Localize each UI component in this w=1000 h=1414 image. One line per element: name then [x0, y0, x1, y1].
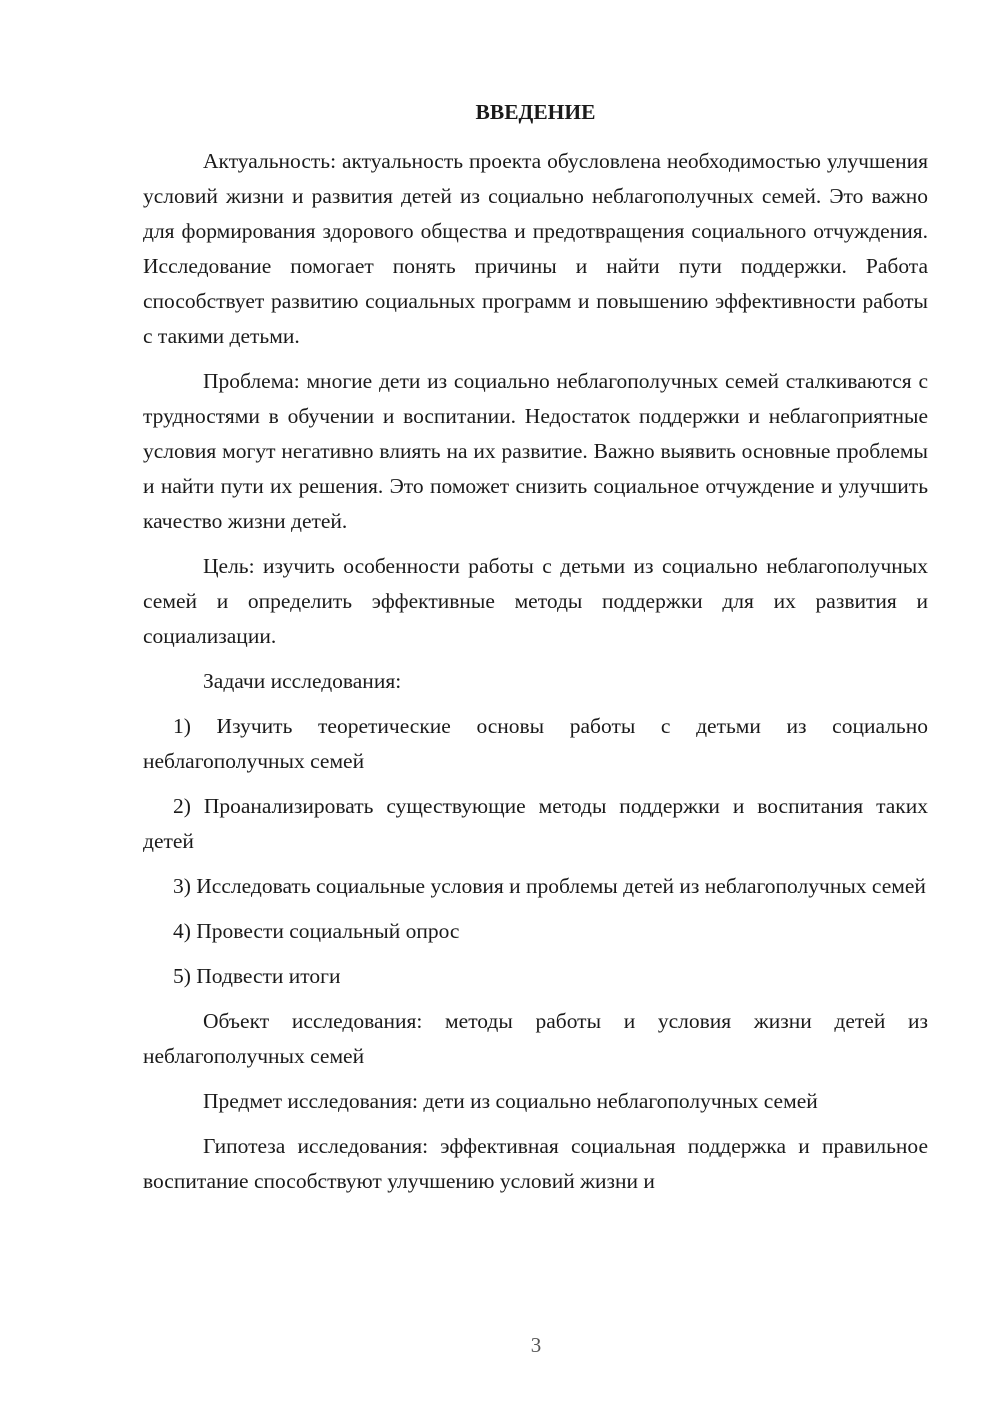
task-item: 5) Подвести итоги	[173, 964, 341, 988]
task-item: 4) Провести социальный опрос	[173, 919, 460, 943]
relevance-paragraph: Актуальность: актуальность проекта обусловлена необходимостью улучшения условий жизни и развития детей из социально неблагополучных семей. Это важно для формирования здорового общества и предотвращения социального отчуждения. Исследование помогает понять причины и найти пути поддержки. Работа способствует развитию социальных программ и повышению эффективности работы с такими детьми.	[143, 149, 928, 348]
goal-paragraph: Цель: изучить особенности работы с детьми из социально неблагополучных семей и определить эффективные методы поддержки для их развития и социализации.	[143, 554, 928, 648]
page-number: 3	[530, 1333, 542, 1357]
page-content	[143, 95, 928, 1209]
subject-paragraph: Предмет исследования: дети из социально неблагополучных семей	[203, 1089, 818, 1113]
hypothesis-paragraph: Гипотеза исследования: эффективная социальная поддержка и правильное воспитание способствуют улучшению условий жизни и	[143, 1134, 928, 1193]
problem-paragraph: Проблема: многие дети из социально неблагополучных семей сталкиваются с трудностями в обучении и воспитании. Недостаток поддержки и неблагоприятные условия могут негативно влиять на их развитие. Важно выявить основные проблемы и найти пути их решения. Это поможет снизить социальное отчуждение и улучшить качество жизни детей.	[143, 369, 928, 533]
task-item: 1) Изучить теоретические основы работы с детьми из социально неблагополучных семей	[143, 714, 928, 773]
page-title: ВВЕДЕНИЕ	[475, 100, 596, 124]
tasks-heading: Задачи исследования:	[203, 669, 402, 693]
task-item: 2) Проанализировать существующие методы поддержки и воспитания таких детей	[143, 794, 928, 853]
object-paragraph: Объект исследования: методы работы и условия жизни детей из неблагополучных семей	[143, 1009, 928, 1068]
task-item: 3) Исследовать социальные условия и проблемы детей из неблагополучных семей	[173, 874, 926, 898]
